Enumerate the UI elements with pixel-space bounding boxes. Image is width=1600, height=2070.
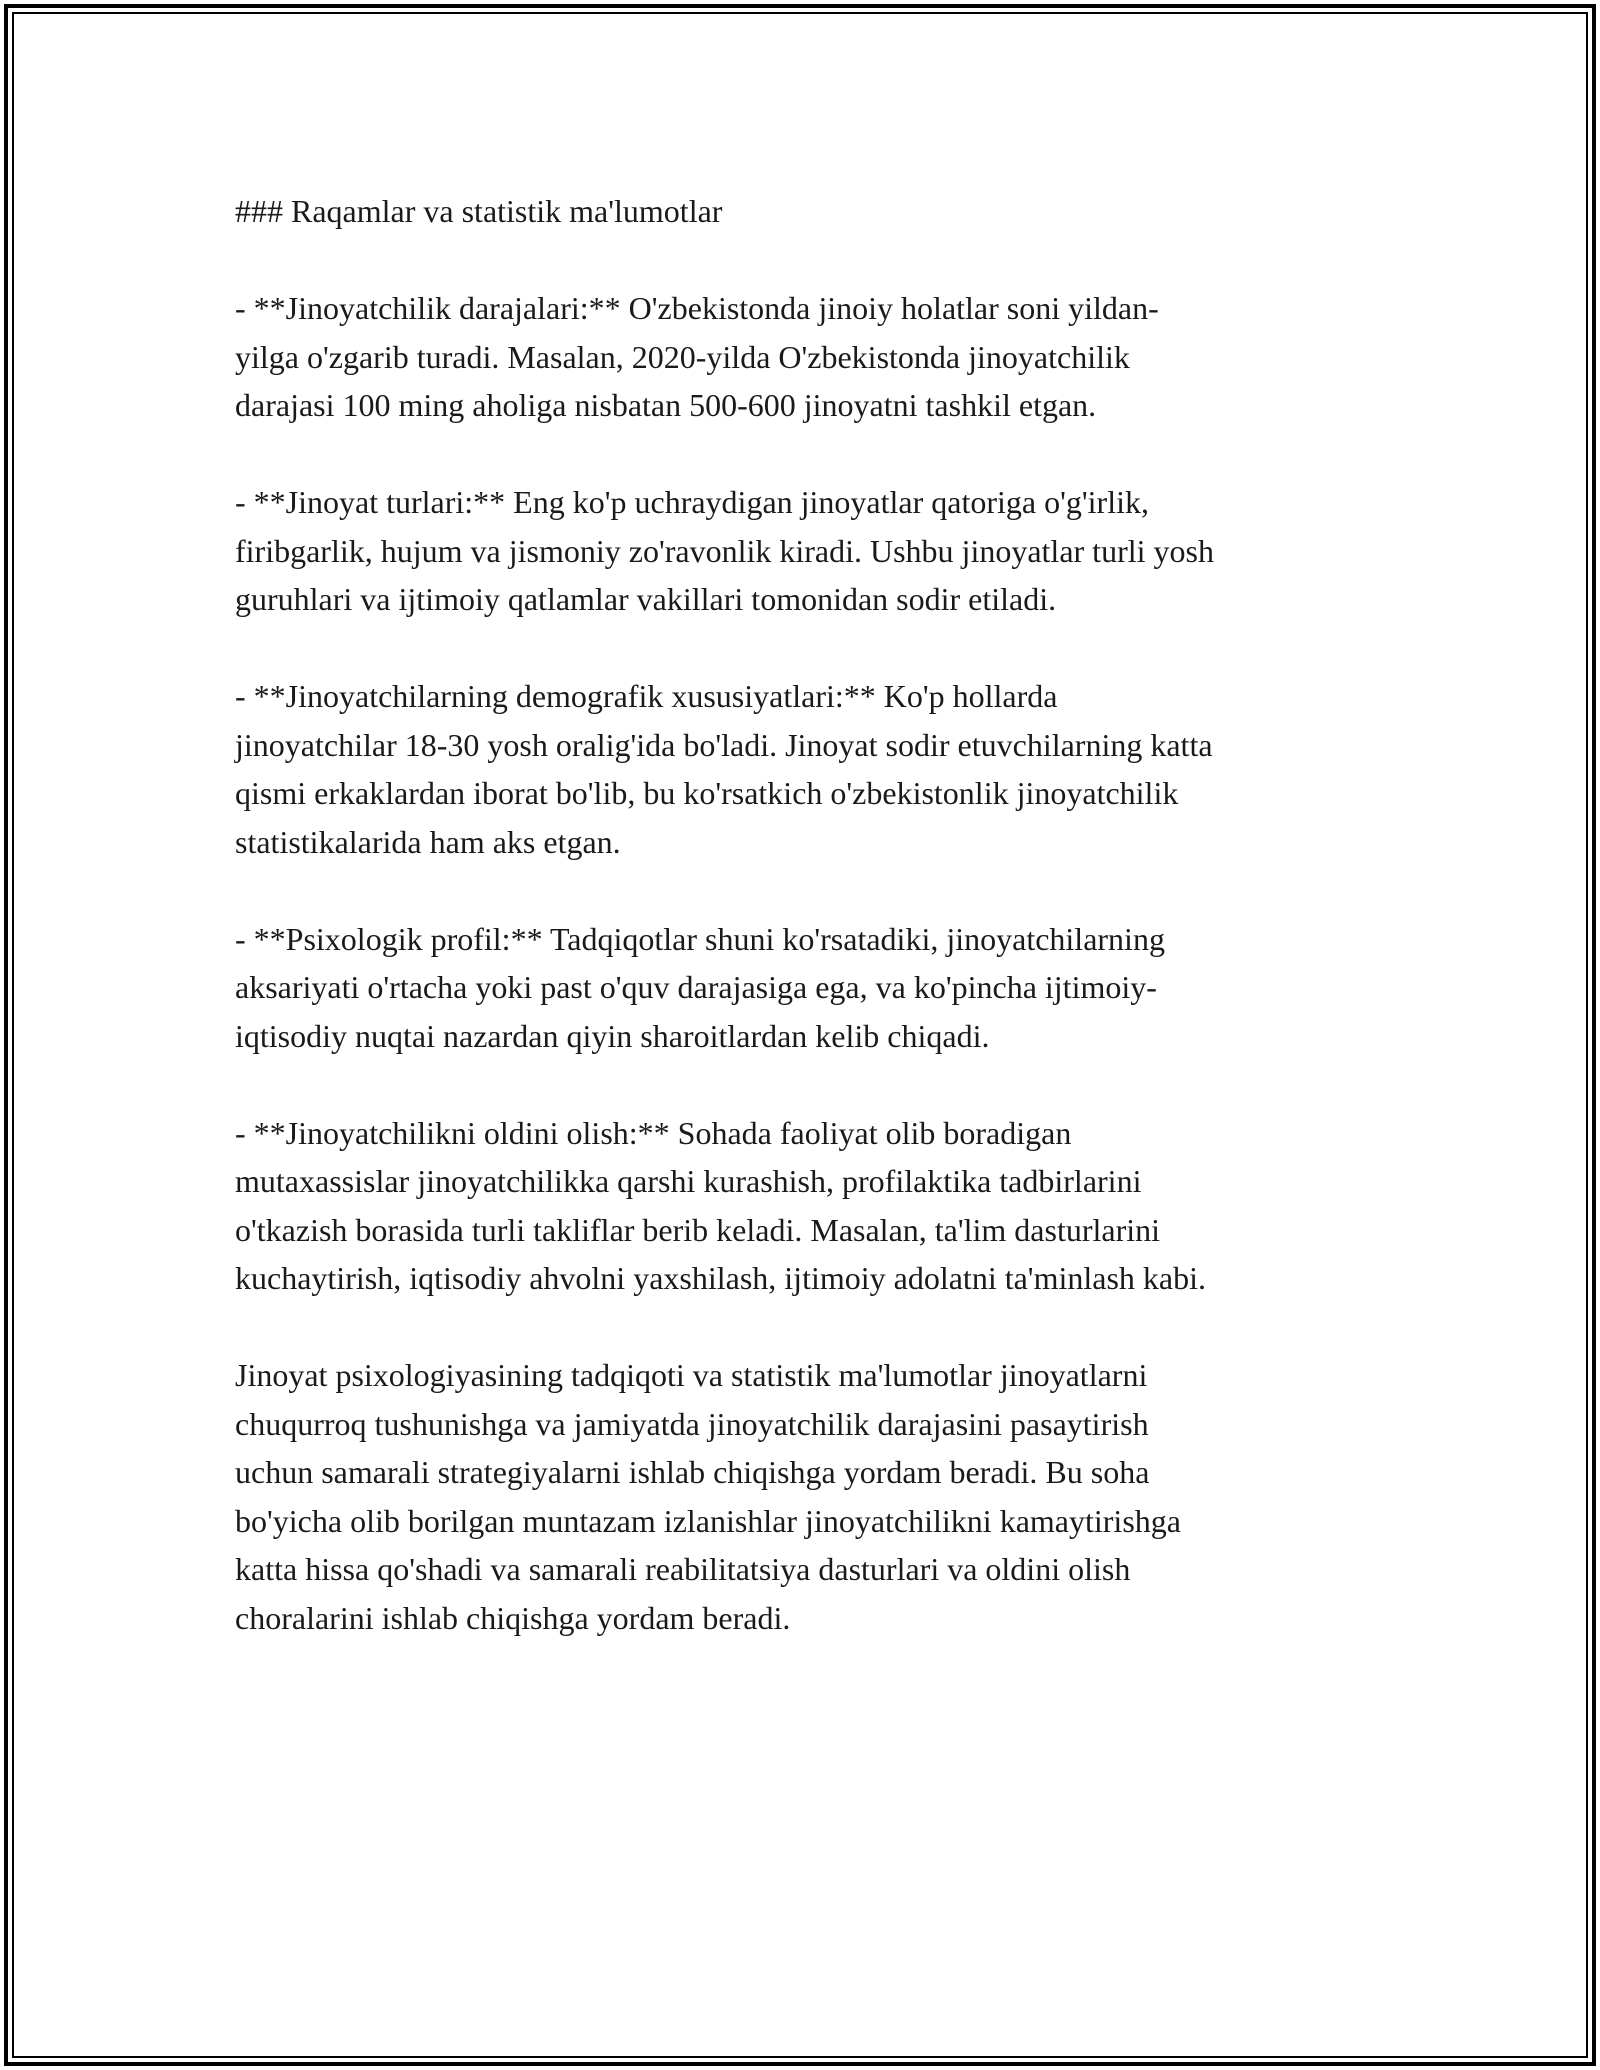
paragraph-line: - **Psixologik profil:** Tadqiqotlar shuni ko'rsatadiki, jinoyatchilarning <box>235 920 1165 957</box>
paragraph-line: - **Jinoyatchilikni oldini olish:** Sohada faoliyat olib boradigan <box>235 1114 1072 1151</box>
document-heading <box>235 187 1385 236</box>
paragraph-line: yilga o'zgarib turadi. Masalan, 2020-yilda O'zbekistonda jinoyatchilik <box>235 338 1130 375</box>
paragraph-line: uchun samarali strategiyalarni ishlab chiqishga yordam beradi. Bu soha <box>235 1454 1150 1490</box>
paragraph-line: Jinoyat psixologiyasining tadqiqoti va statistik ma'lumotlar jinoyatlarni <box>235 1357 1148 1393</box>
paragraph-line: bo'yicha olib borilgan muntazam izlanishlar jinoyatchilikni kamaytirishga <box>235 1502 1181 1539</box>
paragraph <box>235 478 1385 624</box>
paragraph <box>235 284 1385 430</box>
paragraph-line: guruhlari va ijtimoiy qatlamlar vakillari tomonidan sodir etiladi. <box>235 581 1057 617</box>
paragraph-line: katta hissa qo'shadi va samarali reabilitatsiya dasturlari va oldini olish <box>235 1551 1131 1587</box>
paragraph-line: darajasi 100 ming aholiga nisbatan 500-600 jinoyatni tashkil etgan. <box>235 387 1097 423</box>
paragraph-line: iqtisodiy nuqtai nazardan qiyin sharoitlardan kelib chiqadi. <box>235 1017 990 1054</box>
paragraph-line: statistikalarida ham aks etgan. <box>235 823 621 860</box>
paragraph-line: chuqurroq tushunishga va jamiyatda jinoyatchilik darajasini pasaytirish <box>235 1405 1149 1442</box>
paragraph <box>235 1109 1385 1303</box>
paragraph-line: - **Jinoyat turlari:** Eng ko'p uchraydigan jinoyatlar qatoriga o'g'irlik, <box>235 484 1149 520</box>
document-blocks <box>235 284 1385 1642</box>
paragraph-line: firibgarlik, hujum va jismoniy zo'ravonlik kiradi. Ushbu jinoyatlar turli yosh <box>235 532 1214 569</box>
paragraph <box>235 1351 1385 1642</box>
paragraph-line: aksariyati o'rtacha yoki past o'quv darajasiga ega, va ko'pincha ijtimoiy- <box>235 969 1157 1005</box>
paragraph-line: o'tkazish borasida turli takliflar berib keladi. Masalan, ta'lim dasturlarini <box>235 1211 1161 1248</box>
paragraph-line: mutaxassislar jinoyatchilikka qarshi kurashish, profilaktika tadbirlarini <box>235 1163 1142 1199</box>
paragraph-line: - **Jinoyatchilik darajalari:** O'zbekistonda jinoiy holatlar soni yildan- <box>235 290 1159 326</box>
paragraph-line: - **Jinoyatchilarning demografik xususiyatlari:** Ko'p hollarda <box>235 678 1058 714</box>
document-body <box>235 187 1385 1691</box>
paragraph-line: qismi erkaklardan iborat bo'lib, bu ko'rsatkich o'zbekistonlik jinoyatchilik <box>235 775 1179 811</box>
paragraph <box>235 672 1385 866</box>
paragraph-line: jinoyatchilar 18-30 yosh oralig'ida bo'ladi. Jinoyat sodir etuvchilarning katta <box>235 726 1213 763</box>
paragraph-line: kuchaytirish, iqtisodiy ahvolni yaxshilash, ijtimoiy adolatni ta'minlash kabi. <box>235 1260 1206 1296</box>
paragraph <box>235 915 1385 1061</box>
heading-text: ### Raqamlar va statistik ma'lumotlar <box>235 193 723 229</box>
paragraph-line: choralarini ishlab chiqishga yordam beradi. <box>235 1599 791 1636</box>
